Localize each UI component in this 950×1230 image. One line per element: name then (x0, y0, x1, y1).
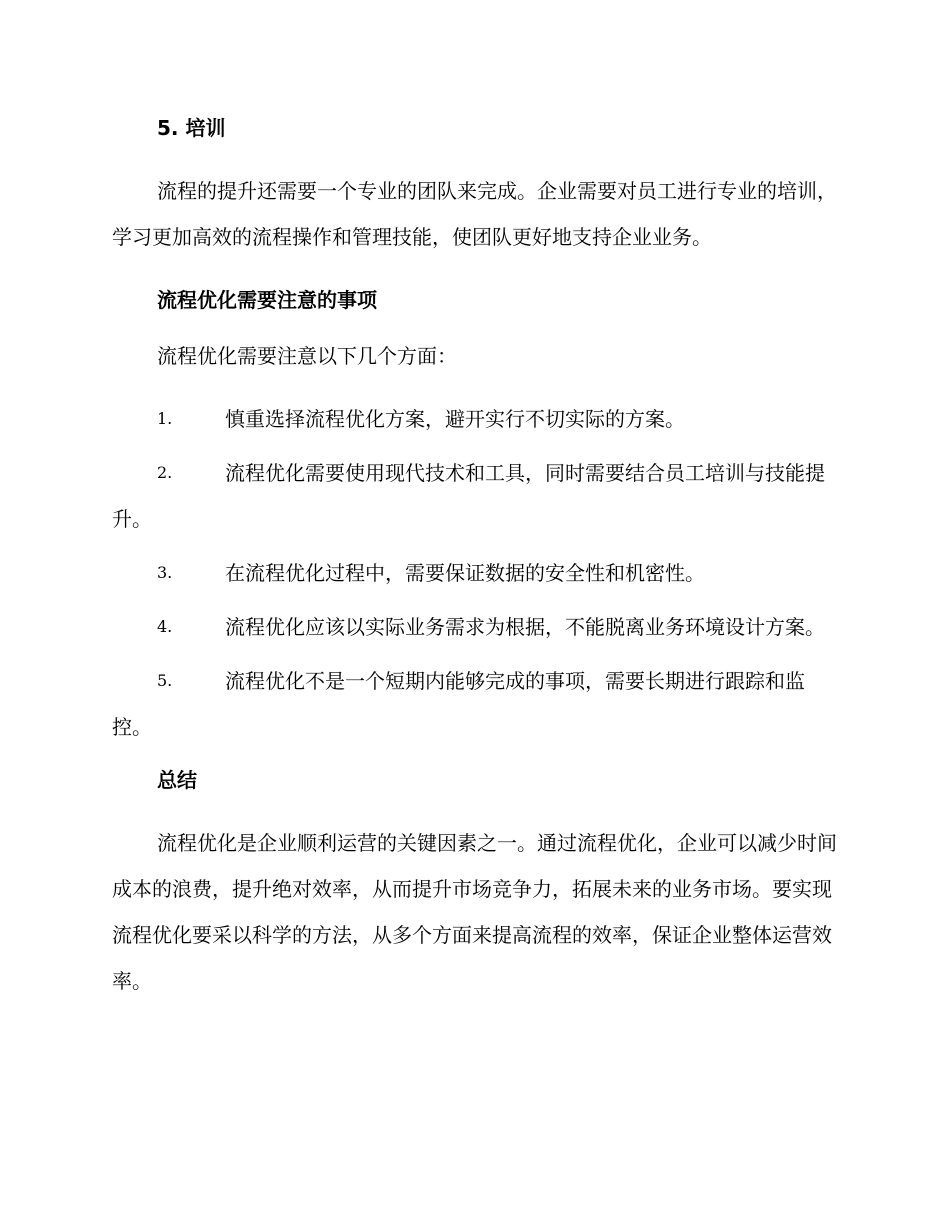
list-item-number: 2. (157, 463, 173, 482)
list-item (112, 604, 838, 650)
list-item-number: 4. (157, 617, 173, 636)
list-item-text: 在流程优化过程中，需要保证数据的安全性和机密性。 (225, 561, 705, 585)
list-item-text: 流程优化不是一个短期内能够完成的事项，需要长期进行跟踪和监控。 (112, 669, 805, 739)
list-item (112, 550, 838, 596)
notes-list (112, 396, 838, 750)
training-paragraph: 流程的提升还需要一个专业的团队来完成。企业需要对员工进行专业的培训，学习更加高效的流程操作和管理技能，使团队更好地支持企业业务。 (112, 179, 837, 249)
list-item-number: 1. (157, 409, 173, 428)
notes-intro: 流程优化需要注意以下几个方面： (157, 344, 457, 368)
list-item (112, 658, 838, 750)
list-item-text: 流程优化应该以实际业务需求为根据，不能脱离业务环境设计方案。 (225, 615, 825, 639)
section-heading-training: 5. 培训 (157, 116, 226, 140)
list-item-number: 5. (157, 671, 173, 690)
list-item-text: 流程优化需要使用现代技术和工具，同时需要结合员工培训与技能提升。 (112, 461, 825, 531)
list-item-text: 慎重选择流程优化方案，避开实行不切实际的方案。 (225, 407, 685, 431)
section-heading-summary: 总结 (157, 768, 197, 792)
list-item (112, 450, 838, 542)
summary-paragraph: 流程优化是企业顺利运营的关键因素之一。通过流程优化，企业可以减少时间成本的浪费，提升绝对效率，从而提升市场竞争力，拓展未来的业务市场。要实现流程优化要采以科学的方法，从多个方面来提高流程的效率，保证企业整体运营效率。 (112, 831, 837, 993)
list-item-number: 3. (157, 563, 173, 582)
section-heading-notes: 流程优化需要注意的事项 (157, 288, 377, 312)
list-item (112, 396, 838, 442)
